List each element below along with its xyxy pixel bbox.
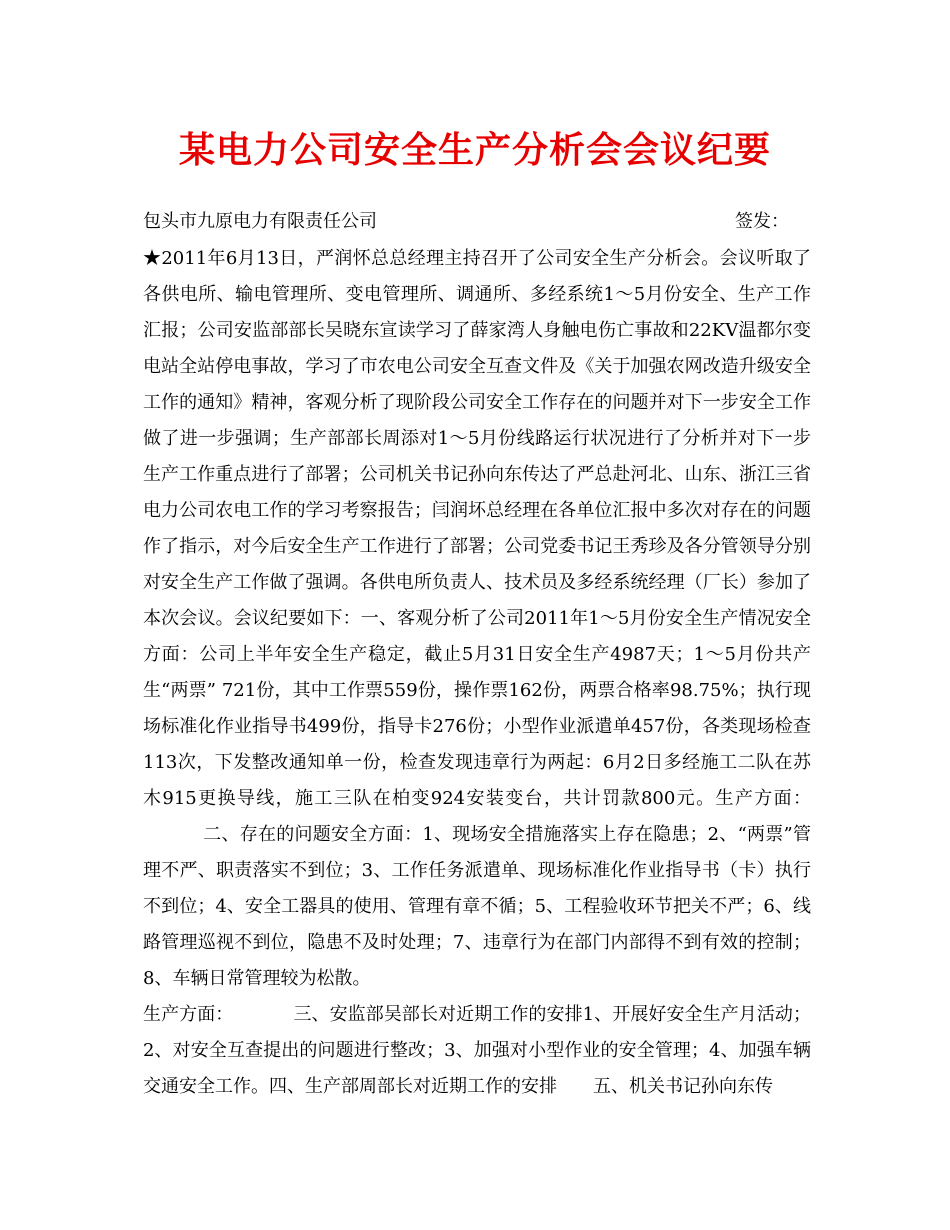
document-body (143, 241, 811, 1105)
paragraph-text: 三、安监部吴部长对近期工作的安排1、开展好安全生产月活动；2、对安全互查提出的问题进行整改；3、加强对小型作业的安全管理；4、加强车辆交通安全工作。四、生产部周部长对近期工作的安排 (143, 1004, 811, 1097)
document-header-line (143, 206, 803, 238)
paragraph-text: 二、存在的问题安全方面：1、现场安全措施落实上存在隐患；2、“两票”管理不严、职责落实不到位；3、工作任务派遣单、现场标准化作业指导书（卡）执行不到位；4、安全工器具的使用、管理有章不循；5、工程验收环节把关不严；6、线路管理巡视不到位，隐患不及时处理；7、违章行为在部门内部得不到有效的控制；8、车辆日常管理较为松散。 (143, 824, 811, 989)
paragraph-text: ★2011年6月13日，严润怀总总经理主持召开了公司安全生产分析会。会议听取了各供电所、输电管理所、变电管理所、调通所、多经系统1～5月份安全、生产工作汇报；公司安监部部长吴晓东宣读学习了薛家湾人身触电伤亡事故和22KV温都尔变电站全站停电事故，学习了市农电公司安全互查文件及《关于加强农网改造升级安全工作的通知》精神，客观分析了现阶段公司安全工作存在的问题并对下一步安全工作做了进一步强调；生产部部长周添对1～5月份线路运行状况进行了分析并对下一步生产工作重点进行了部署；公司机关书记孙向东传达了严总赴河北、山东、浙江三省电力公司农电工作的学习考察报告；闫润坏总经理在各单位汇报中多次对存在的问题作了指示，对今后安全生产工作进行了部署；公司党委书记王秀珍及各分管领导分别对安全生产工作做了强调。各供电所负责人、技术员及多经系统经理（厂长）参加了本次会议。会议纪要如下：一、客观分析了公司2011年1～5月份安全生产情况安全方面：公司上半年安全生产稳定，截止5月31日安全生产4987天；1～5月份共产生“两票” 721份，其中工作票559份，操作票162份，两票合格率98.75%；执行现场标准化作业指导书499份，指导卡276份；小型作业派遣单457份，各类现场检查113次，下发整改通知单一份，检查发现违章行为两起：6月2日多经施工二队在苏木915更换导线，施工三队在柏变924安装变台，共计罚款800元。生产方面： (143, 248, 811, 809)
paragraph-text: 生产方面： (143, 1004, 234, 1025)
company-name: 包头市九原电力有限责任公司 (143, 211, 377, 232)
body-paragraph (143, 997, 811, 1105)
document-title: 某电力公司安全生产分析会会议纪要 (178, 129, 771, 171)
paragraph-text: 五、机关书记孙向东传 (593, 1076, 773, 1097)
sign-label: 签发： (735, 211, 789, 232)
body-paragraph (143, 241, 811, 997)
